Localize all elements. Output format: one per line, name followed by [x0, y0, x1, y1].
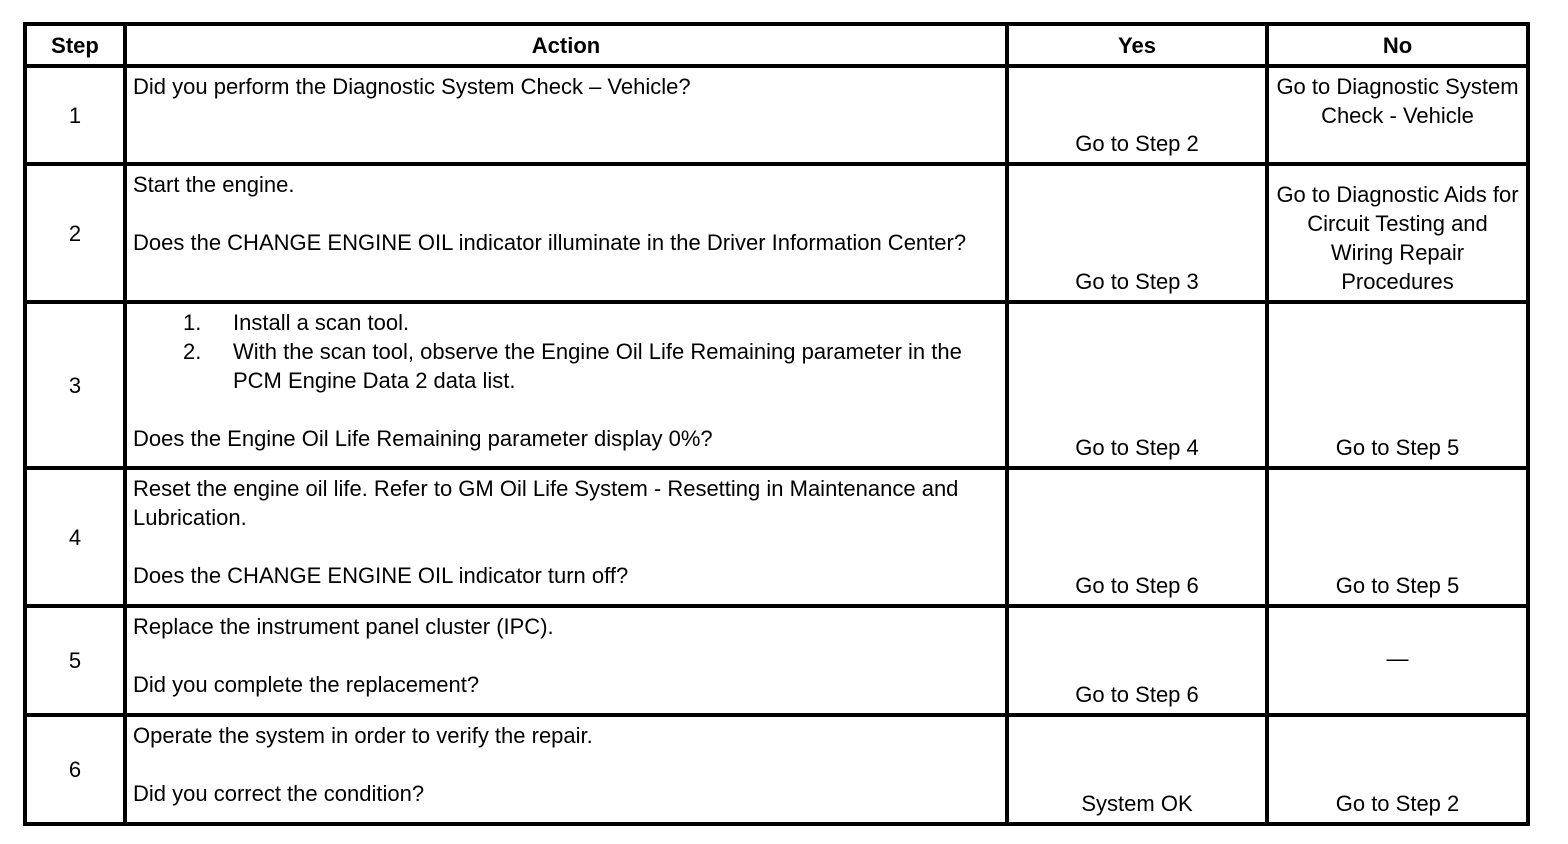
step-number: 4	[25, 468, 125, 606]
step-number: 1	[25, 66, 125, 164]
yes-result: Go to Step 3	[1007, 164, 1267, 302]
list-item-number: 2.	[183, 339, 202, 364]
action-question: Does the CHANGE ENGINE OIL indicator illuminate in the Driver Information Center?	[133, 230, 967, 255]
list-item	[183, 337, 999, 395]
yes-result: Go to Step 6	[1007, 468, 1267, 606]
action-cell	[125, 302, 1007, 468]
header-step: Step	[25, 24, 125, 66]
table-row	[25, 66, 1528, 164]
no-result: —	[1267, 606, 1528, 715]
list-item-text: Install a scan tool.	[233, 310, 410, 335]
list-item	[183, 308, 999, 337]
instruction-list	[133, 308, 999, 395]
table-row	[25, 606, 1528, 715]
step-number: 6	[25, 715, 125, 824]
action-question: Did you complete the replacement?	[133, 672, 480, 697]
diagnostic-table	[23, 22, 1530, 826]
action-question: Did you perform the Diagnostic System Check – Vehicle?	[133, 74, 691, 99]
header-no: No	[1267, 24, 1528, 66]
yes-result: Go to Step 6	[1007, 606, 1267, 715]
table-row	[25, 164, 1528, 302]
action-cell	[125, 164, 1007, 302]
yes-result: System OK	[1007, 715, 1267, 824]
header-action: Action	[125, 24, 1007, 66]
header-row	[25, 24, 1528, 66]
list-item-number: 1.	[183, 310, 202, 335]
action-cell	[125, 606, 1007, 715]
action-question: Does the Engine Oil Life Remaining parameter display 0%?	[133, 426, 713, 451]
action-instruction: Replace the instrument panel cluster (IPC).	[133, 614, 554, 639]
action-cell	[125, 66, 1007, 164]
action-cell	[125, 468, 1007, 606]
action-cell	[125, 715, 1007, 824]
list-item-text: With the scan tool, observe the Engine Oil Life Remaining parameter in the PCM Engine Data 2 data list.	[233, 339, 962, 393]
action-question: Did you correct the condition?	[133, 781, 425, 806]
yes-result: Go to Step 4	[1007, 302, 1267, 468]
no-result: Go to Step 5	[1267, 302, 1528, 468]
step-number: 5	[25, 606, 125, 715]
table-row	[25, 715, 1528, 824]
header-yes: Yes	[1007, 24, 1267, 66]
action-instruction: Start the engine.	[133, 172, 295, 197]
no-result: Go to Step 5	[1267, 468, 1528, 606]
no-result: Go to Step 2	[1267, 715, 1528, 824]
step-number: 2	[25, 164, 125, 302]
no-result: Go to Diagnostic Aids for Circuit Testing and Wiring Repair Procedures	[1267, 164, 1528, 302]
action-question: Does the CHANGE ENGINE OIL indicator turn off?	[133, 563, 629, 588]
yes-result: Go to Step 2	[1007, 66, 1267, 164]
no-result: Go to Diagnostic System Check - Vehicle	[1267, 66, 1528, 164]
table-row	[25, 302, 1528, 468]
step-number: 3	[25, 302, 125, 468]
table-row	[25, 468, 1528, 606]
action-instruction: Reset the engine oil life. Refer to GM Oil Life System - Resetting in Maintenance and Lubrication.	[133, 476, 959, 530]
action-instruction: Operate the system in order to verify the repair.	[133, 723, 593, 748]
